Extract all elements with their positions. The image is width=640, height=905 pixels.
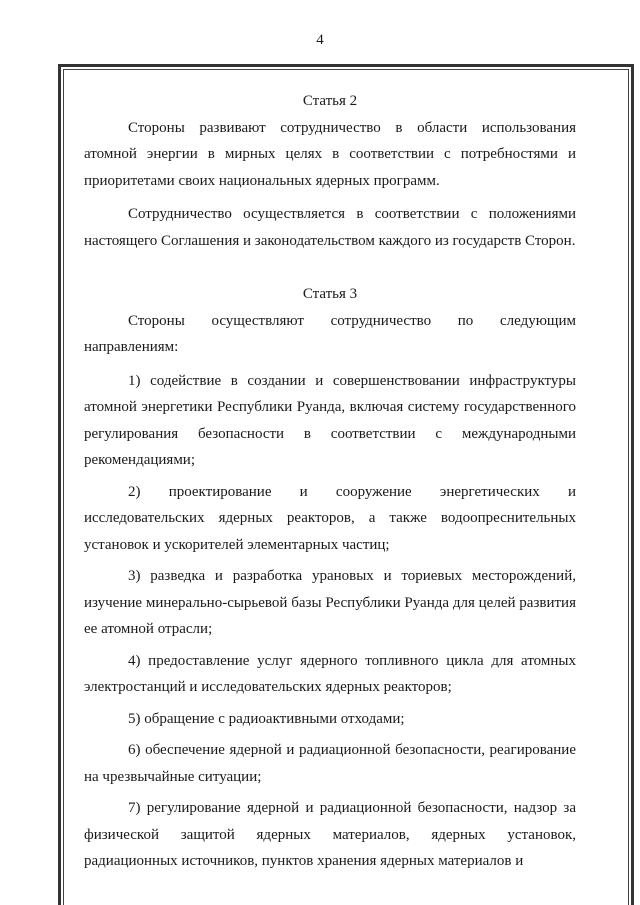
article-3-title: Статья 3 [302,286,358,302]
article-2-paragraph-1: Стороны развивают сотрудничество в области использования атомной энергии в мирных целях в соответствии с потребностями и приоритетами своих национальных ядерных программ. [84,119,576,189]
article-3-item-1: 1) содействие в создании и совершенствовании инфраструктуры атомной энергетики Республики Руанда, включая систему государственного регулирования безопасности в соответствии с международными рекомендациями; [84,372,576,468]
document-content [84,88,576,880]
article-3-item-4: 4) предоставление услуг ядерного топливного цикла для атомных электростанций и исследовательских ядерных реакторов; [84,652,576,695]
article-3-item-7: 7) регулирование ядерной и радиационной безопасности, надзор за физической защитой ядерных материалов, ядерных установок, радиационных источников, пунктов хранения ядерных материалов и [84,800,576,869]
article-2-title: Статья 2 [302,93,358,109]
article-3-intro: Стороны осуществляют сотрудничество по следующим направлениям: [84,312,576,355]
article-3-item-6: 6) обеспечение ядерной и радиационной безопасности, реагирование на чрезвычайные ситуации; [84,742,576,785]
page-number: 4 [316,32,324,48]
article-3-item-3: 3) разведка и разработка урановых и ториевых месторождений, изучение минерально-сырьевой базы Республики Руанда для целей развития ее атомной отрасли; [84,568,576,637]
article-3-item-2: 2) проектирование и сооружение энергетических и исследовательских ядерных реакторов, а также водоопреснительных установок и ускорителей элементарных частиц; [84,483,576,553]
article-2-paragraph-2: Сотрудничество осуществляется в соответствии с положениями настоящего Соглашения и законодательством каждого из государств Сторон. [84,206,576,249]
section-gap [84,261,576,281]
article-3-item-5: 5) обращение с радиоактивными отходами; [128,710,405,727]
